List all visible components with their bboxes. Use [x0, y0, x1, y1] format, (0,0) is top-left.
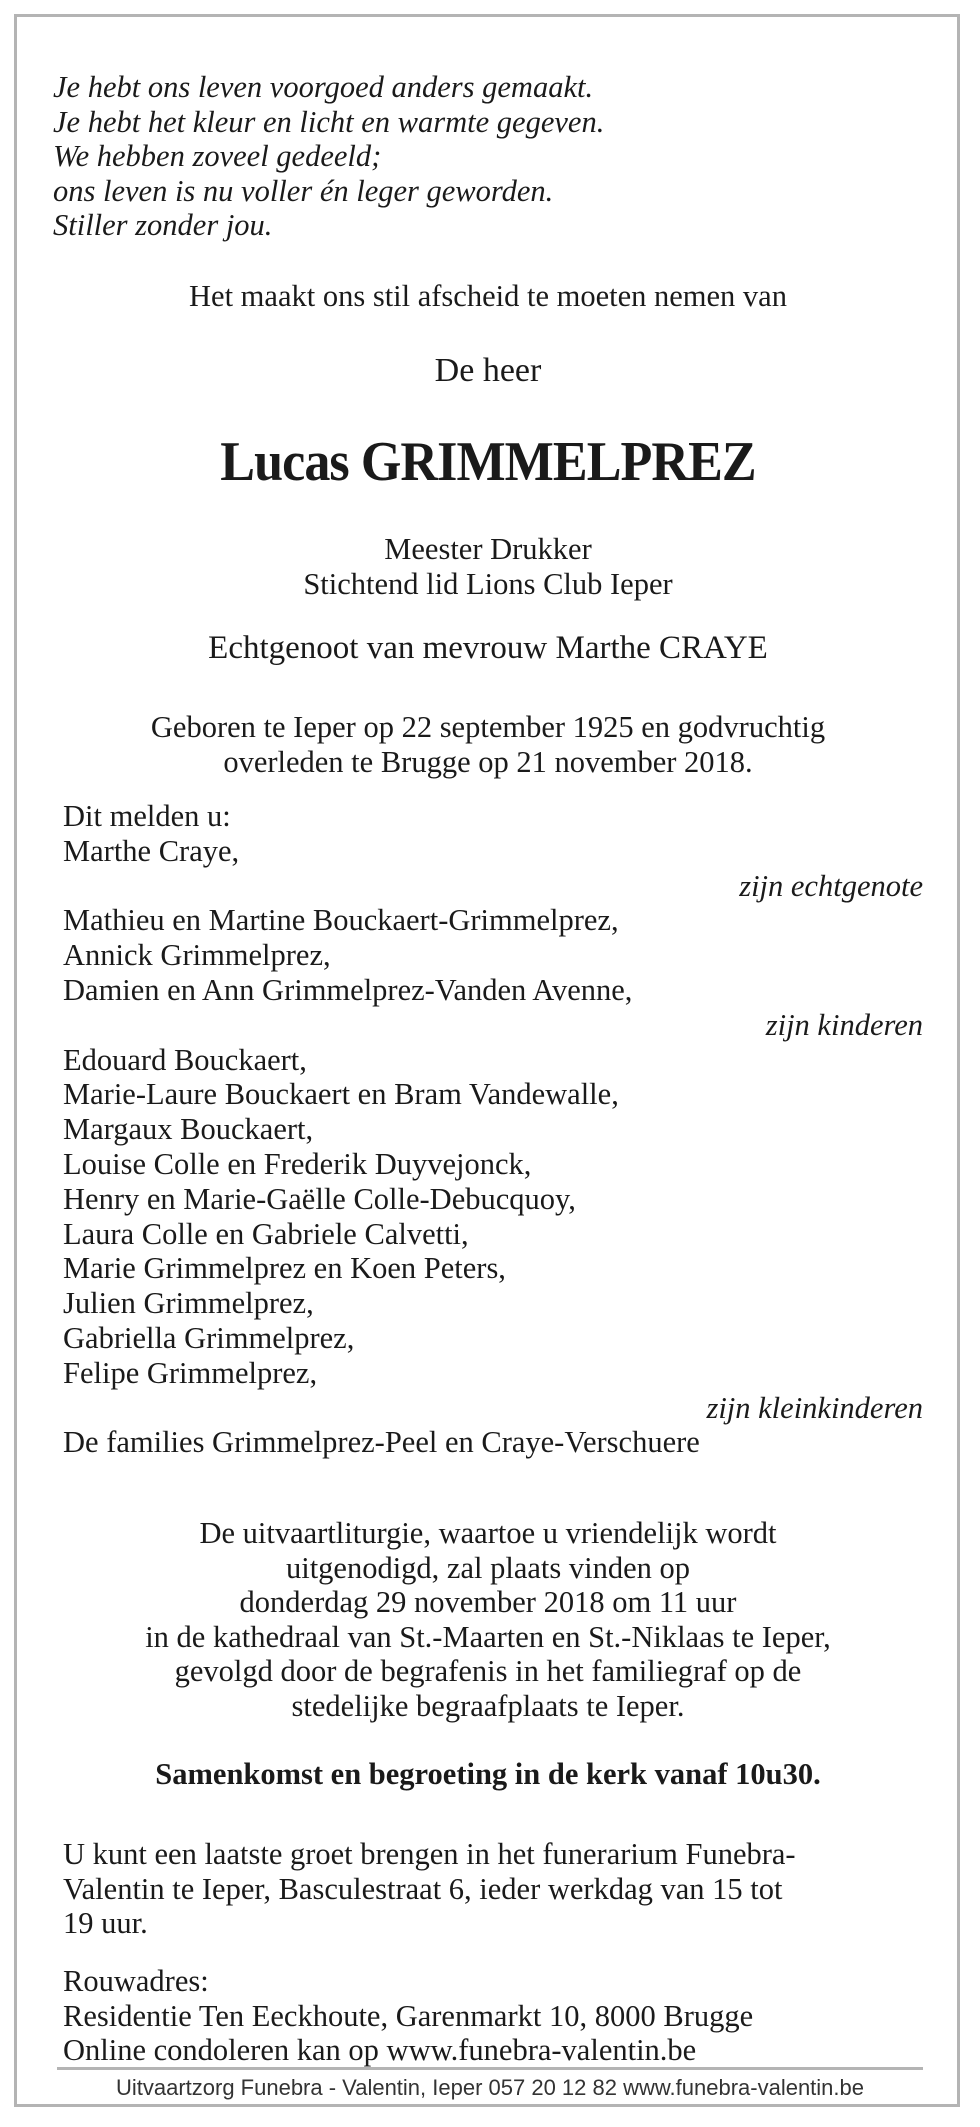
poem-line: Je hebt het kleur en licht en warmte gegeven. [53, 104, 605, 139]
visit-line: U kunt een laatste groet brengen in het funerarium Funebra- [63, 1837, 796, 1871]
grandchild-entry: Laura Colle en Gabriele Calvetti, [63, 1216, 469, 1251]
grandchild-entry: Gabriella Grimmelprez, [63, 1320, 355, 1355]
visit-info [63, 1837, 923, 1941]
qualification: Stichtend lid Lions Club Ieper [303, 566, 673, 601]
families-entry: De families Grimmelprez-Peel en Craye-Verschuere [63, 1425, 700, 1460]
condolence-line: Online condoleren kan op www.funebra-valentin.be [63, 2033, 697, 2067]
grandchild-entry: Marie Grimmelprez en Koen Peters, [63, 1251, 506, 1286]
address-heading: Rouwadres: [63, 1964, 209, 1998]
announcement: Dit melden u: [63, 799, 231, 833]
grandchildren-label: zijn kleinkinderen [706, 1390, 923, 1425]
poem-line: Stiller zonder jou. [53, 208, 273, 242]
children-label: zijn kinderen [765, 1007, 923, 1042]
meeting-info: Samenkomst en begroeting in de kerk vanaf 10u30. [155, 1757, 821, 1791]
mourning-address [63, 1964, 923, 2068]
child-entry: Annick Grimmelprez, [63, 938, 331, 973]
qualifications [53, 532, 923, 601]
family-list [63, 799, 923, 1460]
obituary-frame [14, 14, 960, 2107]
spouse-line: Echtgenoot van mevrouw Marthe CRAYE [208, 630, 768, 666]
funeral-line: donderdag 29 november 2018 om 11 uur [239, 1585, 737, 1619]
grandchild-entry: Edouard Bouckaert, [63, 1042, 307, 1077]
funeral-info [53, 1516, 923, 1723]
birth-death-info [53, 710, 923, 779]
spouse-label: zijn echtgenote [739, 868, 923, 903]
death-line: overleden te Brugge op 21 november 2018. [223, 744, 753, 779]
funeral-home-footer: Uitvaartzorg Funebra - Valentin, Ieper 057 20 12 82 www.funebra-valentin.be [115, 2075, 865, 2100]
poem-line: Je hebt ons leven voorgoed anders gemaakt. [53, 70, 594, 104]
child-entry: Damien en Ann Grimmelprez-Vanden Avenne, [63, 972, 633, 1007]
spouse-name: Marthe Craye, [63, 833, 240, 868]
grandchild-entry: Marie-Laure Bouckaert en Bram Vandewalle, [63, 1077, 619, 1112]
grandchild-entry: Margaux Bouckaert, [63, 1112, 314, 1147]
poem-line: ons leven is nu voller én leger geworden. [53, 173, 554, 208]
child-entry: Mathieu en Martine Bouckaert-Grimmelprez, [63, 903, 619, 938]
visit-line: Valentin te Ieper, Basculestraat 6, ieder werkdag van 15 tot [63, 1871, 783, 1906]
funeral-line: uitgenodigd, zal plaats vinden op [285, 1550, 691, 1585]
grandchild-entry: Julien Grimmelprez, [63, 1286, 314, 1321]
funeral-line: gevolgd door de begrafenis in het familiegraf op de [174, 1654, 802, 1688]
funeral-line: in de kathedraal van St.-Maarten en St.-Niklaas te Ieper, [145, 1619, 831, 1654]
grandchild-entry: Louise Colle en Frederik Duyvejonck, [63, 1146, 532, 1181]
deceased-name: Lucas GRIMMELPREZ [220, 431, 756, 493]
address-line: Residentie Ten Eeckhoute, Garenmarkt 10, 8000 Brugge [63, 1998, 754, 2033]
footer-divider [57, 2067, 923, 2070]
poem [53, 70, 604, 243]
funeral-line: stedelijke begraafplaats te Ieper. [291, 1688, 685, 1723]
honorific: De heer [434, 352, 542, 389]
funeral-line: De uitvaartliturgie, waartoe u vriendelijk wordt [199, 1516, 777, 1550]
intro-text: Het maakt ons stil afscheid te moeten nemen van [189, 279, 787, 313]
birth-line: Geboren te Ieper op 22 september 1925 en godvruchtig [150, 710, 826, 744]
grandchild-entry: Felipe Grimmelprez, [63, 1355, 318, 1390]
poem-line: We hebben zoveel gedeeld; [53, 139, 382, 173]
qualification: Meester Drukker [384, 532, 592, 566]
grandchild-entry: Henry en Marie-Gaëlle Colle-Debucquoy, [63, 1181, 576, 1216]
visit-line: 19 uur. [63, 1906, 148, 1940]
